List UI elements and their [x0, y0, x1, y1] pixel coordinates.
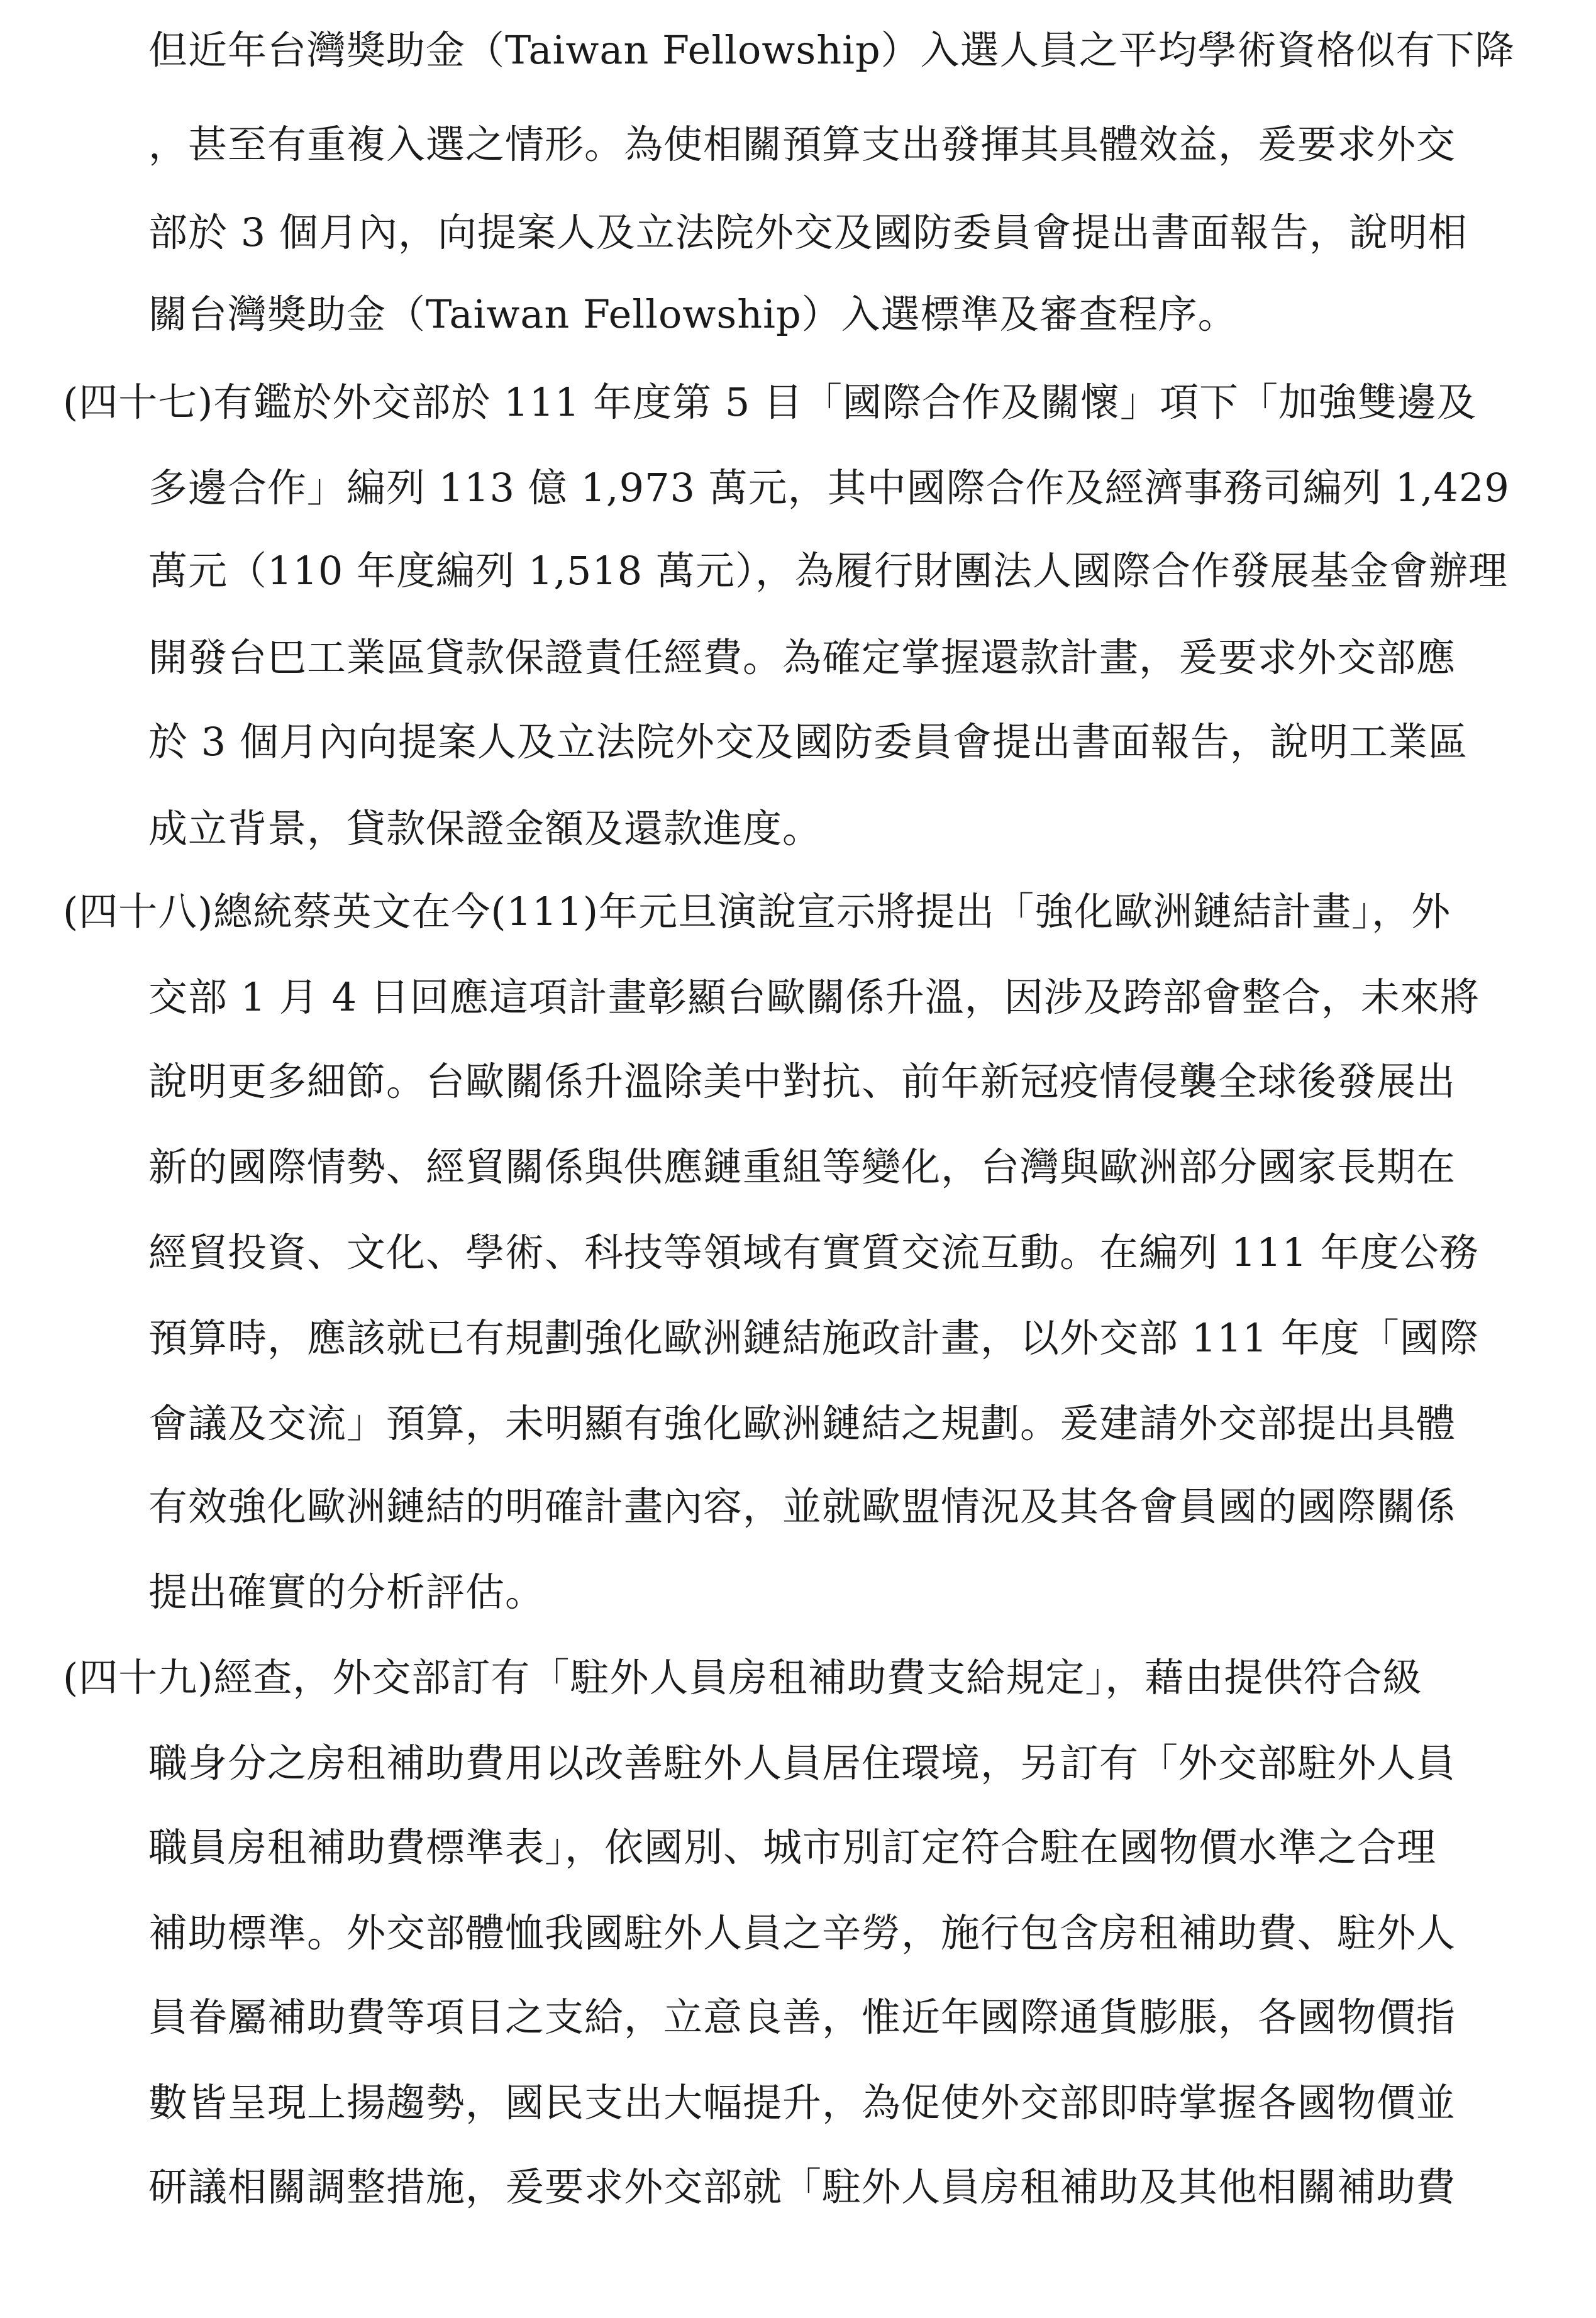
- text-line: 交部 1 月 4 日回應這項計畫彰顯台歐關係升溫，因涉及跨部會整合，未來將: [148, 974, 1480, 1020]
- text-line: 關台灣獎助金（Taiwan Fellowship）入選標準及審查程序。: [148, 291, 1238, 337]
- text-line: 說明更多細節。台歐關係升溫除美中對抗、前年新冠疫情侵襲全球後發展出: [148, 1058, 1456, 1104]
- text-line: 但近年台灣獎助金（Taiwan Fellowship）入選人員之平均學術資格似有下降: [148, 27, 1515, 73]
- text-line: 提出確實的分析評估。: [148, 1569, 545, 1615]
- text-line: ，甚至有重複入選之情形。為使相關預算支出發揮其具體效益，爰要求外交: [148, 121, 1456, 167]
- text-line: 職身分之房租補助費用以改善駐外人員居住環境，另訂有「外交部駐外人員: [148, 1740, 1456, 1786]
- text-line: 補助標準。外交部體恤我國駐外人員之辛勞，施行包含房租補助費、駐外人: [148, 1910, 1456, 1956]
- text-line: 職員房租補助費標準表」，依國別、城市別訂定符合駐在國物價水準之合理: [148, 1824, 1437, 1870]
- section-48-heading: (四十八)總統蔡英文在今(111)年元旦演說宣示將提出「強化歐洲鏈結計畫」，外: [63, 889, 1451, 934]
- text-line: 有效強化歐洲鏈結的明確計畫內容，並就歐盟情況及其各會員國的國際關係: [148, 1483, 1456, 1529]
- text-line: 研議相關調整措施，爰要求外交部就「駐外人員房租補助及其他相關補助費: [148, 2164, 1456, 2210]
- text-line: 成立背景，貸款保證金額及還款進度。: [148, 806, 823, 851]
- text-line: 多邊合作」編列 113 億 1,973 萬元，其中國際合作及經濟事務司編列 1,429: [148, 465, 1510, 511]
- text-line: 預算時，應該就已有規劃強化歐洲鏈結施政計畫，以外交部 111 年度「國際: [148, 1315, 1479, 1361]
- text-line: 員眷屬補助費等項目之支給，立意良善，惟近年國際通貨膨脹，各國物價指: [148, 1994, 1456, 2040]
- section-49-heading: (四十九)經查，外交部訂有「駐外人員房租補助費支給規定」，藉由提供符合級: [63, 1655, 1422, 1700]
- text-line: 會議及交流」預算，未明顯有強化歐洲鏈結之規劃。爰建請外交部提出具體: [148, 1400, 1456, 1446]
- text-line: 數皆呈現上揚趨勢，國民支出大幅提升，為促使外交部即時掌握各國物價並: [148, 2080, 1456, 2126]
- text-line: 部於 3 個月內，向提案人及立法院外交及國防委員會提出書面報告，說明相: [148, 209, 1468, 255]
- text-line: 新的國際情勢、經貿關係與供應鏈重組等變化，台灣與歐洲部分國家長期在: [148, 1144, 1456, 1190]
- text-line: 萬元（110 年度編列 1,518 萬元），為履行財團法人國際合作發展基金會辦理: [148, 548, 1508, 594]
- section-47-heading: (四十七)有鑑於外交部於 111 年度第 5 目「國際合作及關懷」項下「加強雙邊及: [63, 379, 1477, 425]
- text-line: 經貿投資、文化、學術、科技等領域有實質交流互動。在編列 111 年度公務: [148, 1229, 1479, 1275]
- text-line: 開發台巴工業區貸款保證責任經費。為確定掌握還款計畫，爰要求外交部應: [148, 635, 1456, 680]
- text-line: 於 3 個月內向提案人及立法院外交及國防委員會提出書面報告，說明工業區: [148, 719, 1468, 765]
